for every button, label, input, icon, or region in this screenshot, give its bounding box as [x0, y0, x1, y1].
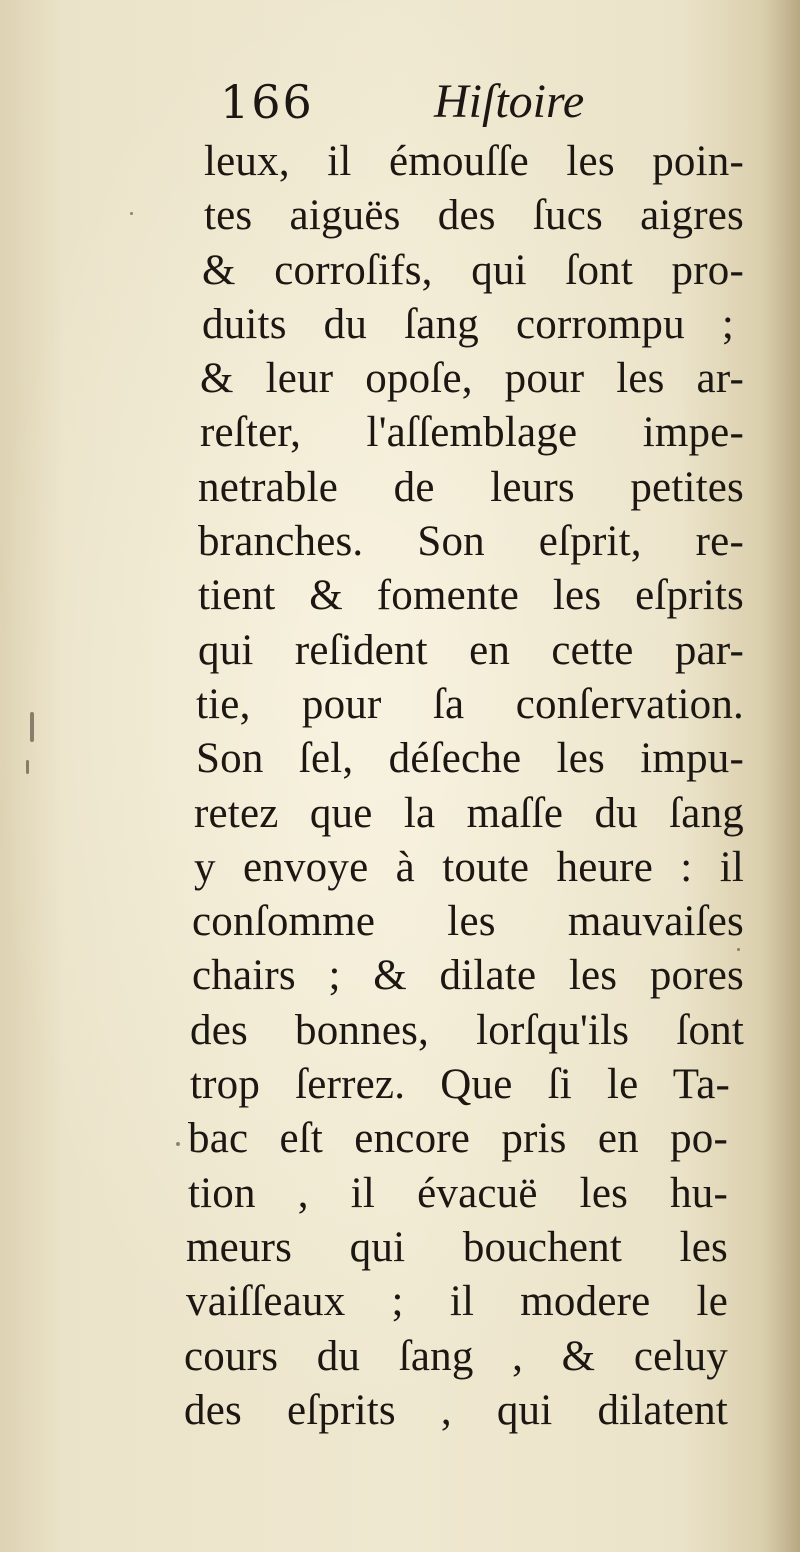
- text-line: tient & fomente les eſprits: [198, 572, 744, 620]
- page-gutter-shadow: [760, 0, 800, 1552]
- page-number: 166: [220, 75, 314, 129]
- text-line: tes aiguës des ſucs aigres: [204, 192, 744, 240]
- text-line: tion , il évacuë les hu-: [188, 1169, 728, 1217]
- text-line: des bonnes, lorſqu'ils ſont: [190, 1006, 744, 1054]
- text-line: Son ſel, déſeche les impu-: [196, 735, 744, 783]
- text-line: duits du ſang corrompu ;: [202, 300, 734, 348]
- text-line: retez que la maſſe du ſang: [194, 789, 744, 837]
- running-head: [220, 72, 640, 132]
- ink-speck: [176, 1142, 180, 1146]
- ink-speck: [26, 760, 29, 774]
- text-line: y envoye à toute heure : il: [194, 843, 744, 891]
- ink-speck: [30, 712, 34, 742]
- text-line: conſomme les mauvaiſes: [192, 898, 744, 946]
- text-line: & leur opoſe, pour les ar-: [200, 355, 744, 403]
- text-line: bac eſt encore pris en po-: [188, 1115, 728, 1163]
- text-line: branches. Son eſprit, re-: [198, 518, 744, 566]
- text-line: qui reſident en cette par-: [198, 626, 744, 674]
- text-line: tie, pour ſa conſervation.: [196, 680, 744, 728]
- text-line: & corroſifs, qui ſont pro-: [202, 246, 744, 294]
- text-line: netrable de leurs petites: [198, 463, 744, 511]
- text-line: trop ſerrez. Que ſi le Ta-: [190, 1061, 730, 1109]
- text-line: des eſprits , qui dilatent: [184, 1386, 728, 1434]
- text-line: reſter, l'aſſemblage impe-: [200, 409, 744, 457]
- text-line: chairs ; & dilate les pores: [192, 952, 744, 1000]
- body-text: [184, 135, 744, 1438]
- text-line: vaiſſeaux ; il modere le: [186, 1278, 728, 1326]
- running-title: Hiſtoire: [434, 75, 585, 128]
- ink-speck: [130, 212, 133, 215]
- text-line: meurs qui bouchent les: [186, 1223, 728, 1271]
- text-line: leux, il émouſſe les poin-: [204, 138, 744, 185]
- text-line: cours du ſang , & celuy: [184, 1332, 728, 1380]
